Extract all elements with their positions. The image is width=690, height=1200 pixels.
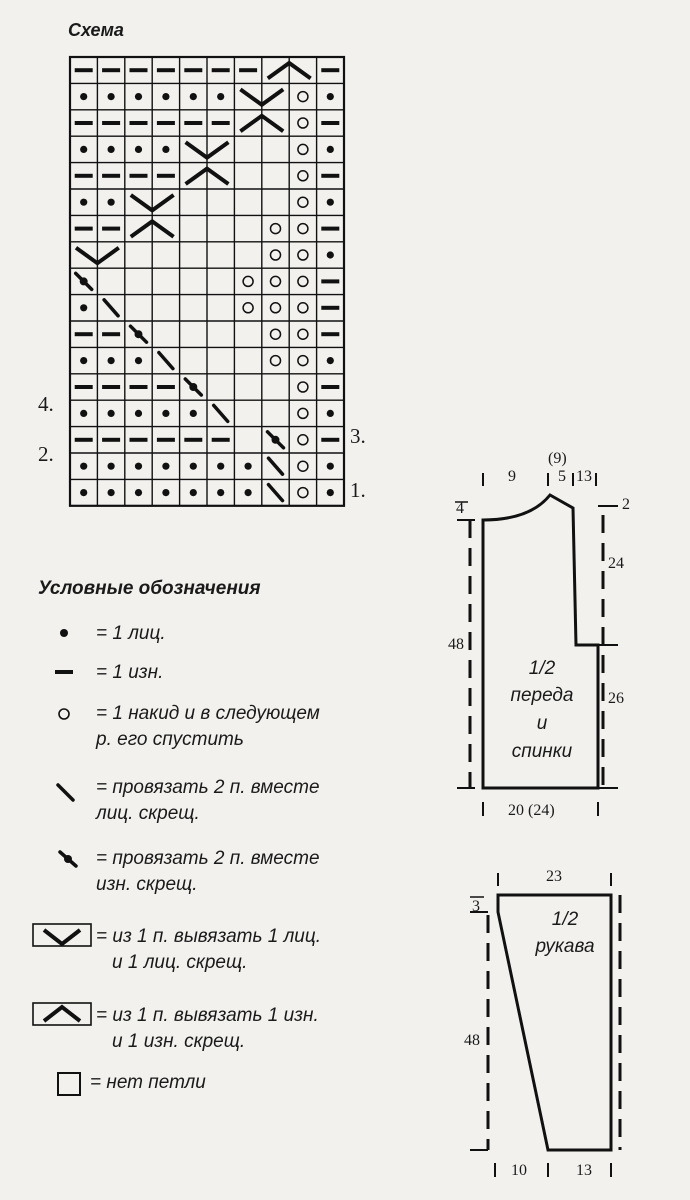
legend-text-nostitch: = нет петли — [90, 1072, 206, 1093]
sleeve-dim-height: 48 — [464, 1032, 480, 1049]
sleeve-outline — [498, 895, 611, 1150]
legend-text-v-1: = из 1 п. вывязать 1 лиц. — [96, 926, 322, 947]
body-dim-height: 48 — [448, 636, 464, 653]
body-dim-lower: 26 — [608, 690, 624, 707]
legend-text-caret-2: и 1 изн. скрещ. — [112, 1031, 246, 1052]
legend-text-p2tog-1: = провязать 2 п. вместе — [96, 848, 320, 869]
row-label-4: 4. — [38, 392, 54, 416]
legend-text-caret-1: = из 1 п. вывязать 1 изн. — [96, 1005, 319, 1026]
row-label-2: 2. — [38, 442, 54, 466]
legend-text-purl: = 1 изн. — [96, 662, 164, 683]
row-label-1: 1. — [350, 478, 366, 502]
sleeve-label-sleeve: рукава — [535, 936, 595, 957]
body-dim-neck-5: 5 — [558, 468, 566, 485]
legend-text-yo-2: р. его спустить — [96, 729, 244, 750]
sleeve-dim-bottom-right: 13 — [576, 1162, 592, 1179]
chart-title: Схема — [68, 20, 124, 40]
body-label-fraction: 1/2 — [528, 658, 556, 679]
legend-text-k2tog-2: лиц. скрещ. — [96, 803, 200, 824]
legend-text-knit: = 1 лиц. — [96, 623, 166, 644]
row-label-3: 3. — [350, 424, 366, 448]
body-label-front: переда — [510, 685, 574, 706]
legend-text-yo-1: = 1 накид и в следующем — [96, 703, 320, 724]
body-dim-shoulder-left: 9 — [508, 468, 516, 485]
sleeve-label-fraction: 1/2 — [551, 909, 579, 930]
legend-text-v-2: и 1 лиц. скрещ. — [112, 952, 248, 973]
body-dim-armhole: 24 — [608, 555, 624, 572]
body-label-and: и — [536, 713, 548, 734]
body-label-back: спинки — [511, 741, 573, 762]
legend-text-p2tog-2: изн. скрещ. — [96, 874, 198, 895]
legend-title: Условные обозначения — [38, 578, 261, 599]
body-dim-left-top: 4 — [456, 500, 464, 517]
body-dim-bottom-width: 20 (24) — [508, 802, 555, 819]
sleeve-dim-left-top: 3 — [472, 898, 480, 915]
body-dim-shoulder-13: 13 — [576, 468, 592, 485]
body-dim-right-top: 2 — [622, 496, 630, 513]
body-dim-neck-total: (9) — [548, 450, 567, 467]
legend-text-k2tog-1: = провязать 2 п. вместе — [96, 777, 320, 798]
sleeve-dim-bottom-left: 10 — [511, 1162, 527, 1179]
sleeve-dim-top-width: 23 — [546, 868, 562, 885]
